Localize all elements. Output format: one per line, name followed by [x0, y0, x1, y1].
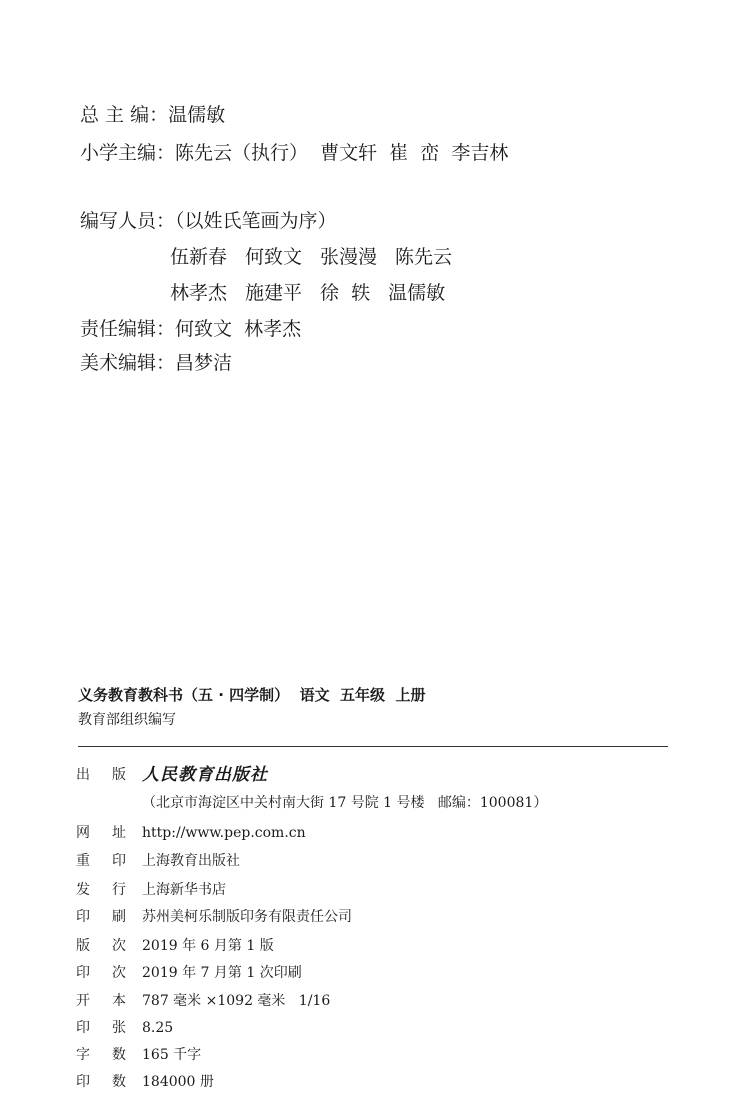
colophon-key-2: 数: [112, 1074, 126, 1090]
colophon-key-2: 数: [112, 1047, 126, 1063]
primary-editor-label: 小学主编：: [80, 142, 176, 164]
writer-name: 林孝杰: [170, 282, 228, 304]
responsible-editor-line: [80, 316, 301, 342]
writer-name: 温儒敏: [388, 282, 446, 304]
primary-editor-line: [80, 140, 508, 166]
colophon-key-1: 发: [76, 882, 90, 898]
colophon-key-2: 次: [112, 938, 126, 954]
responsible-editor-label: 责任编辑：: [80, 318, 176, 340]
colophon-value: 苏州美柯乐制版印务有限责任公司: [142, 909, 352, 925]
series-title: 义务教育教科书（五 · 四学制） 语文 五年级 上册: [78, 686, 426, 704]
colophon-value: 上海新华书店: [142, 882, 226, 898]
writer-name: 张漫漫: [320, 246, 378, 268]
colophon-value: 787 毫米 ×1092 毫米 1/16: [142, 993, 331, 1009]
colophon-key-1: 印: [76, 965, 90, 981]
colophon-key-1: 印: [76, 909, 90, 925]
chief-editor-value: 温儒敏: [168, 104, 226, 126]
writer-name: 陈先云: [395, 246, 453, 268]
colophon-value: 2019 年 7 月第 1 次印刷: [142, 965, 302, 981]
colophon-key-1: 开: [76, 993, 90, 1009]
colophon-key-2: 次: [112, 965, 126, 981]
primary-editor-value: 陈先云（执行） 曹文轩 崔 峦 李吉林: [175, 142, 509, 164]
colophon-key-2: 刷: [112, 909, 126, 925]
colophon-value: 上海教育出版社: [142, 853, 240, 869]
writer-name: 施建平: [245, 282, 303, 304]
writer-name: 伍新春: [170, 246, 228, 268]
art-editor-value: 昌梦洁: [175, 352, 233, 374]
website-link[interactable]: http://www.pep.com.cn: [142, 825, 306, 841]
writers-row-2: [170, 280, 463, 306]
colophon-key-2: 行: [112, 882, 126, 898]
art-editor-label: 美术编辑：: [80, 352, 176, 374]
colophon-value: 8.25: [142, 1020, 174, 1036]
divider-rule: [78, 746, 668, 747]
colophon-key-2: 印: [112, 853, 126, 869]
colophon-value: 2019 年 6 月第 1 版: [142, 938, 274, 954]
responsible-editor-value: 何致文 林孝杰: [175, 318, 302, 340]
chief-editor-label: 总 主 编：: [80, 104, 169, 126]
colophon-key-1: 印: [76, 1074, 90, 1090]
publisher-address: （北京市海淀区中关村南大街 17 号院 1 号楼 邮编：100081）: [142, 795, 548, 811]
writers-row-1: [170, 244, 470, 270]
writers-line: [80, 208, 337, 234]
publisher-label-1: 出: [76, 767, 90, 783]
colophon-key-1: 印: [76, 1020, 90, 1036]
publisher-logo: 人民教育出版社: [142, 765, 268, 785]
colophon-key-1: 重: [76, 853, 90, 869]
colophon-key-2: 张: [112, 1020, 126, 1036]
chief-editor-line: [80, 102, 225, 128]
writers-label: 编写人员：: [80, 210, 176, 232]
publisher-label-2: 版: [112, 767, 126, 783]
writers-note: （以姓氏笔画为序）: [175, 210, 337, 232]
colophon-key-1: 网: [76, 825, 90, 841]
compiled-by: 教育部组织编写: [78, 712, 176, 728]
writer-name: 何致文: [245, 246, 303, 268]
colophon-key-2: 本: [112, 993, 126, 1009]
colophon-key-2: 址: [112, 825, 126, 841]
writer-name: 徐 轶: [320, 282, 371, 304]
colophon-value: 165 千字: [142, 1047, 202, 1063]
art-editor-line: [80, 350, 232, 376]
colophon-key-1: 字: [76, 1047, 90, 1063]
colophon-key-1: 版: [76, 938, 90, 954]
colophon-value: 184000 册: [142, 1074, 214, 1090]
